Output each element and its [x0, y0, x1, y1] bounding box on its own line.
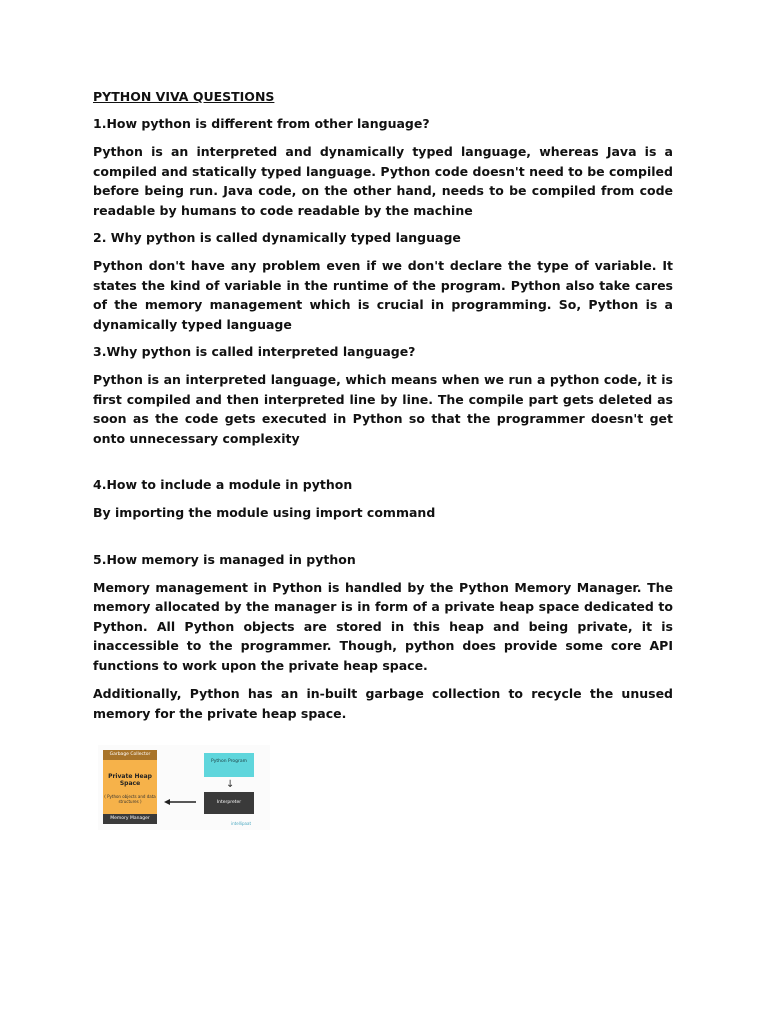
left-arrow-icon: [164, 797, 198, 807]
interpreter-box: Interpreter: [204, 792, 254, 814]
answer-5b: Additionally, Python has an in-built garbage collection to recycle the unused memory for the private heap space.: [93, 686, 673, 721]
question-1: 1.How python is different from other language?: [93, 116, 430, 131]
document-title: PYTHON VIVA QUESTIONS: [93, 89, 275, 104]
question-5: 5.How memory is managed in python: [93, 551, 356, 567]
down-arrow-icon: ↓: [226, 779, 235, 790]
python-program-box: Python Program: [204, 753, 254, 777]
garbage-collector-label: Garbage Collector: [103, 750, 157, 760]
question-4: 4.How to include a module in python: [93, 477, 353, 492]
brand-label: intellipaat: [231, 821, 252, 826]
answer-1: Python is an interpreted and dynamically typed language, whereas Java is a compiled and statically typed language. Python code doesn't need to be compiled before being run. Java code, on the other hand, needs to be compiled from code readable by humans to code readable by the machine: [93, 144, 673, 218]
memory-diagram: [98, 745, 270, 830]
private-heap-box: [103, 750, 157, 824]
answer-2: Python don't have any problem even if we don't declare the type of variable. It states the kind of variable in the runtime of the program. Python also take cares of the memory management which is crucial in programming. So, Python is a dynamically typed language: [93, 258, 673, 332]
spacer: [93, 457, 673, 476]
question-3: 3.Why python is called interpreted language?: [93, 344, 416, 359]
document-page: [93, 88, 673, 732]
answer-3: Python is an interpreted language, which means when we run a python code, it is first compiled and then interpreted line by line. The compile part gets deleted as soon as the code gets executed in Python so that the programmer doesn't get onto unnecessary complexity: [93, 372, 673, 446]
spacer: [93, 532, 673, 551]
answer-5a: Memory management in Python is handled by the Python Memory Manager. The memory allocated by the manager is in form of a private heap space dedicated to Python. All Python objects are stored in this heap and being private, it is inaccessible to the programmer. Though, python does provide some core API functions to work upon the private heap space.: [93, 579, 673, 673]
heap-subtitle: ( Python objects and data structures ): [104, 794, 156, 804]
heap-title: Private Heap Space: [108, 773, 152, 787]
question-2: 2. Why python is called dynamically typed language: [93, 230, 461, 245]
answer-4: By importing the module using import command: [93, 505, 436, 520]
memory-manager-label: Memory Manager: [103, 814, 157, 824]
